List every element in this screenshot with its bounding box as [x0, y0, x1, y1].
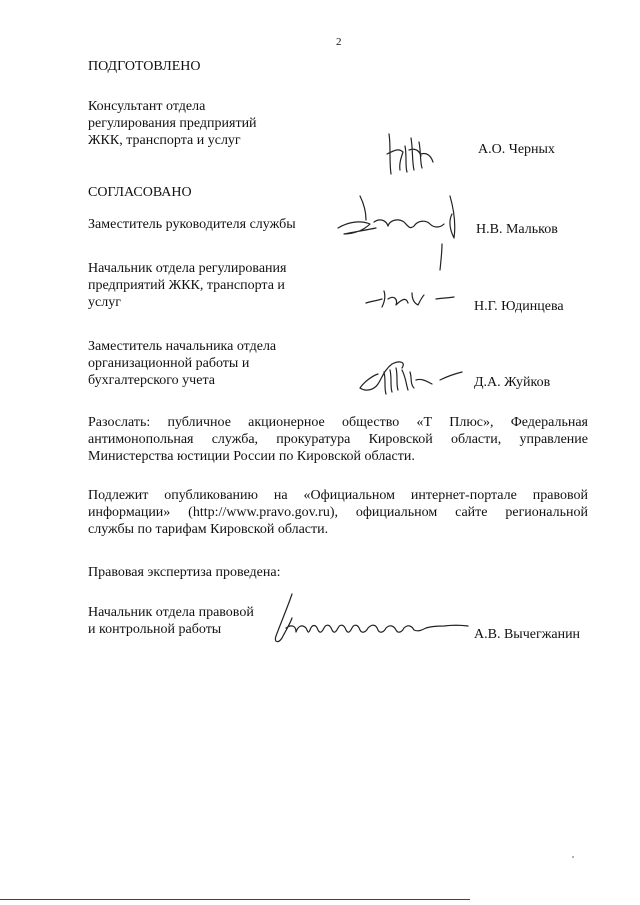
legal-review-position-line: и контрольной работы: [88, 622, 222, 637]
legal-review-position: [88, 604, 254, 638]
page-bottom-rule: [0, 899, 470, 900]
distribution-line: Министерства юстиции России по Кировской области.: [88, 449, 415, 464]
prepared-position-line: ЖКК, транспорта и услуг: [88, 133, 241, 148]
prepared-position: [88, 98, 257, 149]
agreed-position-line: организационной работы и: [88, 356, 250, 371]
signature-zhuykov: [350, 352, 470, 398]
legal-review-position-line: Начальник отдела правовой: [88, 605, 254, 620]
agreed-signer-name-1: Н.В. Мальков: [476, 222, 558, 237]
distribution-line: Разослать: публичное акционерное общество «Т Плюс», Федеральная: [88, 415, 588, 430]
legal-review-signer-name: А.В. Вычегжанин: [474, 627, 581, 642]
signature-malkov: [330, 190, 475, 274]
signature-vychegzhanin: [262, 590, 472, 652]
distribution-paragraph: [88, 414, 588, 465]
agreed-position-line: бухгалтерского учета: [88, 373, 215, 388]
agreed-position-line: Заместитель руководителя службы: [88, 217, 296, 232]
agreed-position-line: предприятий ЖКК, транспорта и: [88, 278, 285, 293]
prepared-position-line: Консультант отдела: [88, 99, 206, 114]
prepared-signer-name: А.О. Черных: [478, 142, 555, 157]
publication-line: информации» (http://www.pravo.gov.ru), официальном сайте региональной: [88, 505, 588, 520]
agreed-heading: СОГЛАСОВАНО: [88, 185, 192, 200]
agreed-position-1: [88, 216, 296, 233]
prepared-position-line: регулирования предприятий: [88, 116, 257, 131]
scan-speck: [572, 856, 574, 858]
agreed-signer-name-3: Д.А. Жуйков: [474, 375, 551, 390]
publication-line: службы по тарифам Кировской области.: [88, 522, 329, 537]
agreed-position-line: Начальник отдела регулирования: [88, 261, 287, 276]
agreed-position-line: Заместитель начальника отдела: [88, 339, 277, 354]
publication-line: Подлежит опубликованию на «Официальном интернет-портале правовой: [88, 488, 588, 503]
prepared-heading: ПОДГОТОВЛЕНО: [88, 59, 201, 74]
legal-review-statement: Правовая экспертиза проведена:: [88, 565, 281, 580]
publication-paragraph: [88, 487, 588, 538]
distribution-line: антимонопольная служба, прокуратура Кировской области, управление: [88, 432, 588, 447]
agreed-position-3: [88, 338, 276, 389]
signature-yudintseva: [362, 285, 462, 311]
agreed-signer-name-2: Н.Г. Юдинцева: [474, 299, 564, 314]
signature-chernykh: [385, 128, 441, 178]
agreed-position-2: [88, 260, 286, 311]
page-number: 2: [336, 36, 342, 48]
agreed-position-line: услуг: [88, 295, 121, 310]
